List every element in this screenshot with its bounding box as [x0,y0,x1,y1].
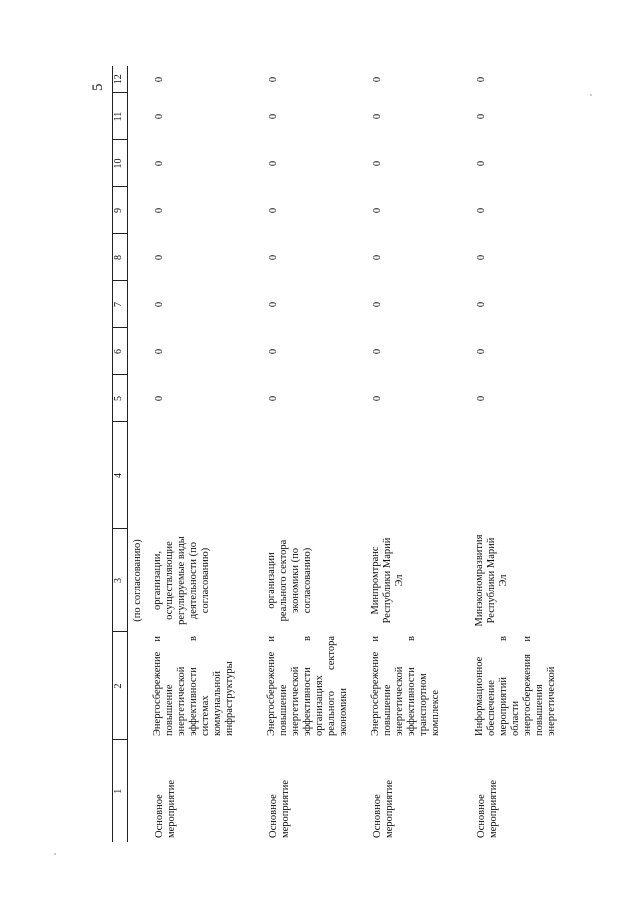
value-cell: 0 [476,348,487,355]
value-cell: 0 [372,254,383,261]
value-cell: 0 [268,160,279,167]
value-cell: 0 [154,348,165,355]
value-cell: 0 [154,254,165,261]
value-cell: 0 [372,207,383,214]
column-number-header [113,66,128,842]
value-cell: 0 [268,207,279,214]
value-cell: 0 [268,76,279,83]
column-header: 2 [113,632,128,740]
value-cell: 0 [476,160,487,167]
row-executor: организации, осуществляющие регулируемые виды деятельности (по согласованию) [152,536,211,625]
row-col4 [148,422,262,529]
row-type: Основное мероприятие [154,780,177,838]
value-cell: 0 [154,160,165,167]
continuation-row [128,66,149,842]
value-cell: 0 [268,113,279,120]
row-col4 [470,422,576,529]
row-col4 [366,422,470,529]
value-cell: 0 [372,348,383,355]
value-cell: 0 [476,301,487,308]
continuation-note: (по согласованию) [132,539,143,622]
value-cell: 0 [154,76,165,83]
value-cell: 0 [476,395,487,402]
row-type: Основное мероприятие [476,780,499,838]
value-cell: 0 [154,395,165,402]
value-cell: 0 [476,207,487,214]
value-cell: 0 [372,160,383,167]
row-type: Основное мероприятие [372,780,395,838]
value-cell: 0 [268,301,279,308]
page-number: 5 [90,83,106,91]
row-col4 [262,422,366,529]
row-activity: Энергосбережение и повышение энергетической эффективности в организациях реального сектора экономики [266,636,349,736]
value-cell: 0 [476,113,487,120]
column-header: 11 [113,93,128,140]
column-header: 12 [113,66,128,93]
row-executor: Минэкономразвития Республики Марий Эл [474,534,509,627]
column-header: 10 [113,140,128,187]
program-table [112,66,576,842]
row-activity: Энергосбережение и повышение энергетической эффективности в транспортном комплексе [370,636,441,736]
table-row [470,66,576,842]
column-header: 9 [113,187,128,234]
column-header: 8 [113,234,128,281]
table-row [262,66,366,842]
table-row [366,66,470,842]
value-cell: 0 [476,76,487,83]
value-cell: 0 [268,395,279,402]
value-cell: 0 [476,254,487,261]
value-cell: 0 [268,254,279,261]
row-executor: Минпромтранс Республики Марий Эл [370,537,405,624]
value-cell: 0 [372,301,383,308]
row-activity: Энергосбережение и повышение энергетической эффективности в системах коммунальной инфраструктуры [152,636,235,736]
column-header: 6 [113,328,128,375]
row-executor: организации реального сектора экономики (по согласованию) [266,539,313,622]
value-cell: 0 [372,76,383,83]
column-header: 7 [113,281,128,328]
column-header: 3 [113,529,128,632]
row-activity: Информационное обеспечение мероприятий в области энергосбережения и повышения энергетической [474,636,557,736]
column-header: 1 [113,740,128,842]
column-header: 4 [113,422,128,529]
value-cell: 0 [372,113,383,120]
value-cell: 0 [268,348,279,355]
value-cell: 0 [372,395,383,402]
value-cell: 0 [154,113,165,120]
row-type: Основное мероприятие [268,780,291,838]
table-row [148,66,262,842]
value-cell: 0 [154,301,165,308]
column-header: 5 [113,375,128,422]
value-cell: 0 [154,207,165,214]
